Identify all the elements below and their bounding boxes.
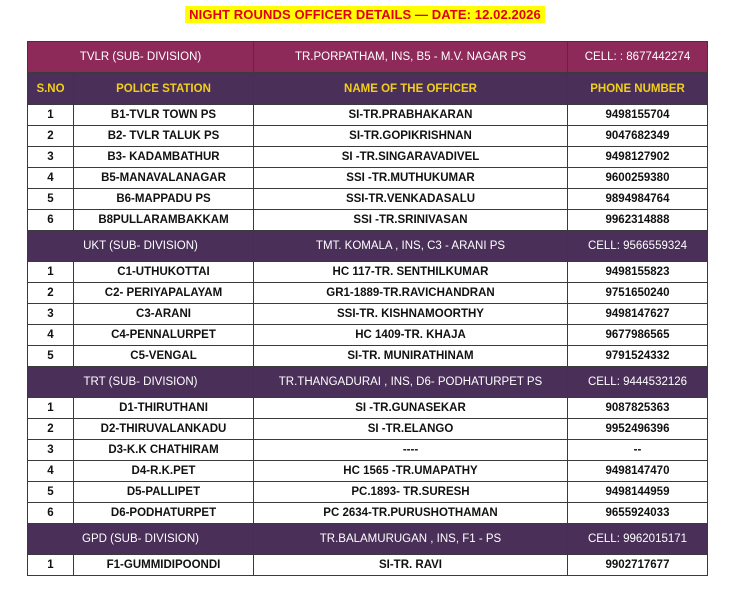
phone-number-cell: 9962314888 [568,210,708,231]
police-station-cell: D3-K.K CHATHIRAM [74,440,254,461]
column-header-sno: S.NO [28,73,74,105]
sub-division-name: GPD (SUB- DIVISION) [28,524,254,555]
police-station-cell: F1-GUMMIDIPOONDI [74,555,254,576]
phone-number-cell: 9498155823 [568,262,708,283]
serial-number-cell: 2 [28,126,74,147]
serial-number-cell: 2 [28,419,74,440]
police-station-cell: B5-MANAVALANAGAR [74,168,254,189]
table-row [28,346,708,367]
table-row [28,503,708,524]
phone-number-cell: 9952496396 [568,419,708,440]
officer-name-cell: SI -TR.ELANGO [254,419,568,440]
table-row [28,283,708,304]
officer-name-cell: SI-TR. RAVI [254,555,568,576]
sub-division-name: UKT (SUB- DIVISION) [28,231,254,262]
inspector-in-charge: TMT. KOMALA , INS, C3 - ARANI PS [254,231,568,262]
police-station-cell: B2- TVLR TALUK PS [74,126,254,147]
police-station-cell: D4-R.K.PET [74,461,254,482]
serial-number-cell: 2 [28,283,74,304]
serial-number-cell: 1 [28,555,74,576]
inspector-cell-number: CELL: 9444532126 [568,367,708,398]
inspector-in-charge: TR.BALAMURUGAN , INS, F1 - PS [254,524,568,555]
table-row [28,189,708,210]
column-header-police-station: POLICE STATION [74,73,254,105]
officer-name-cell: ---- [254,440,568,461]
phone-number-cell: 9087825363 [568,398,708,419]
police-station-cell: D2-THIRUVALANKADU [74,419,254,440]
table-row [28,325,708,346]
serial-number-cell: 6 [28,210,74,231]
officer-name-cell: HC 1565 -TR.UMAPATHY [254,461,568,482]
phone-number-cell: 9600259380 [568,168,708,189]
serial-number-cell: 4 [28,168,74,189]
police-station-cell: B6-MAPPADU PS [74,189,254,210]
table-row [28,555,708,576]
sub-division-name: TVLR (SUB- DIVISION) [28,42,254,73]
officer-name-cell: SSI -TR.SRINIVASAN [254,210,568,231]
table-row [28,398,708,419]
table-row [28,262,708,283]
officer-name-cell: SI-TR. MUNIRATHINAM [254,346,568,367]
section-header-row [28,367,708,398]
table-row [28,482,708,503]
page-title: NIGHT ROUNDS OFFICER DETAILS — DATE: 12.02.2026 [185,6,545,23]
phone-number-cell: 9498144959 [568,482,708,503]
serial-number-cell: 3 [28,440,74,461]
serial-number-cell: 6 [28,503,74,524]
police-station-cell: D6-PODHATURPET [74,503,254,524]
table-row [28,419,708,440]
inspector-cell-number: CELL: : 8677442274 [568,42,708,73]
phone-number-cell: 9047682349 [568,126,708,147]
serial-number-cell: 5 [28,189,74,210]
officer-name-cell: SI-TR.GOPIKRISHNAN [254,126,568,147]
section-header-row [28,524,708,555]
serial-number-cell: 1 [28,398,74,419]
phone-number-cell: 9902717677 [568,555,708,576]
police-station-cell: D5-PALLIPET [74,482,254,503]
officer-name-cell: SSI-TR.VENKADASALU [254,189,568,210]
phone-number-cell: 9791524332 [568,346,708,367]
police-station-cell: C4-PENNALURPET [74,325,254,346]
table-row [28,210,708,231]
police-station-cell: C2- PERIYAPALAYAM [74,283,254,304]
table-row [28,147,708,168]
serial-number-cell: 5 [28,346,74,367]
police-station-cell: C5-VENGAL [74,346,254,367]
officer-name-cell: PC.1893- TR.SURESH [254,482,568,503]
table-row [28,440,708,461]
table-body [28,42,708,576]
serial-number-cell: 1 [28,262,74,283]
officer-name-cell: SI -TR.GUNASEKAR [254,398,568,419]
section-header-row [28,231,708,262]
title-container [0,6,730,24]
inspector-in-charge: TR.THANGADURAI , INS, D6- PODHATURPET PS [254,367,568,398]
inspector-cell-number: CELL: 9566559324 [568,231,708,262]
officer-name-cell: SSI-TR. KISHNAMOORTHY [254,304,568,325]
section-header-row [28,42,708,73]
officer-name-cell: PC 2634-TR.PURUSHOTHAMAN [254,503,568,524]
phone-number-cell: 9498155704 [568,105,708,126]
column-header-officer-name: NAME OF THE OFFICER [254,73,568,105]
phone-number-cell: 9655924033 [568,503,708,524]
table-row [28,126,708,147]
officer-name-cell: GR1-1889-TR.RAVICHANDRAN [254,283,568,304]
table-row [28,304,708,325]
serial-number-cell: 4 [28,325,74,346]
table-row [28,105,708,126]
officer-details-table [27,41,708,576]
inspector-in-charge: TR.PORPATHAM, INS, B5 - M.V. NAGAR PS [254,42,568,73]
column-header-row [28,73,708,105]
police-station-cell: C1-UTHUKOTTAI [74,262,254,283]
officer-name-cell: SSI -TR.MUTHUKUMAR [254,168,568,189]
phone-number-cell: 9894984764 [568,189,708,210]
phone-number-cell: 9677986565 [568,325,708,346]
officer-name-cell: HC 1409-TR. KHAJA [254,325,568,346]
serial-number-cell: 4 [28,461,74,482]
officer-name-cell: SI-TR.PRABHAKARAN [254,105,568,126]
sub-division-name: TRT (SUB- DIVISION) [28,367,254,398]
phone-number-cell: 9498147470 [568,461,708,482]
police-station-cell: B3- KADAMBATHUR [74,147,254,168]
police-station-cell: D1-THIRUTHANI [74,398,254,419]
phone-number-cell: 9498147627 [568,304,708,325]
officer-name-cell: HC 117-TR. SENTHILKUMAR [254,262,568,283]
police-station-cell: B1-TVLR TOWN PS [74,105,254,126]
serial-number-cell: 5 [28,482,74,503]
serial-number-cell: 1 [28,105,74,126]
serial-number-cell: 3 [28,147,74,168]
table-row [28,168,708,189]
column-header-phone-number: PHONE NUMBER [568,73,708,105]
police-station-cell: C3-ARANI [74,304,254,325]
table-row [28,461,708,482]
police-station-cell: B8PULLARAMBAKKAM [74,210,254,231]
phone-number-cell: 9498127902 [568,147,708,168]
serial-number-cell: 3 [28,304,74,325]
phone-number-cell: -- [568,440,708,461]
inspector-cell-number: CELL: 9962015171 [568,524,708,555]
phone-number-cell: 9751650240 [568,283,708,304]
officer-name-cell: SI -TR.SINGARAVADIVEL [254,147,568,168]
